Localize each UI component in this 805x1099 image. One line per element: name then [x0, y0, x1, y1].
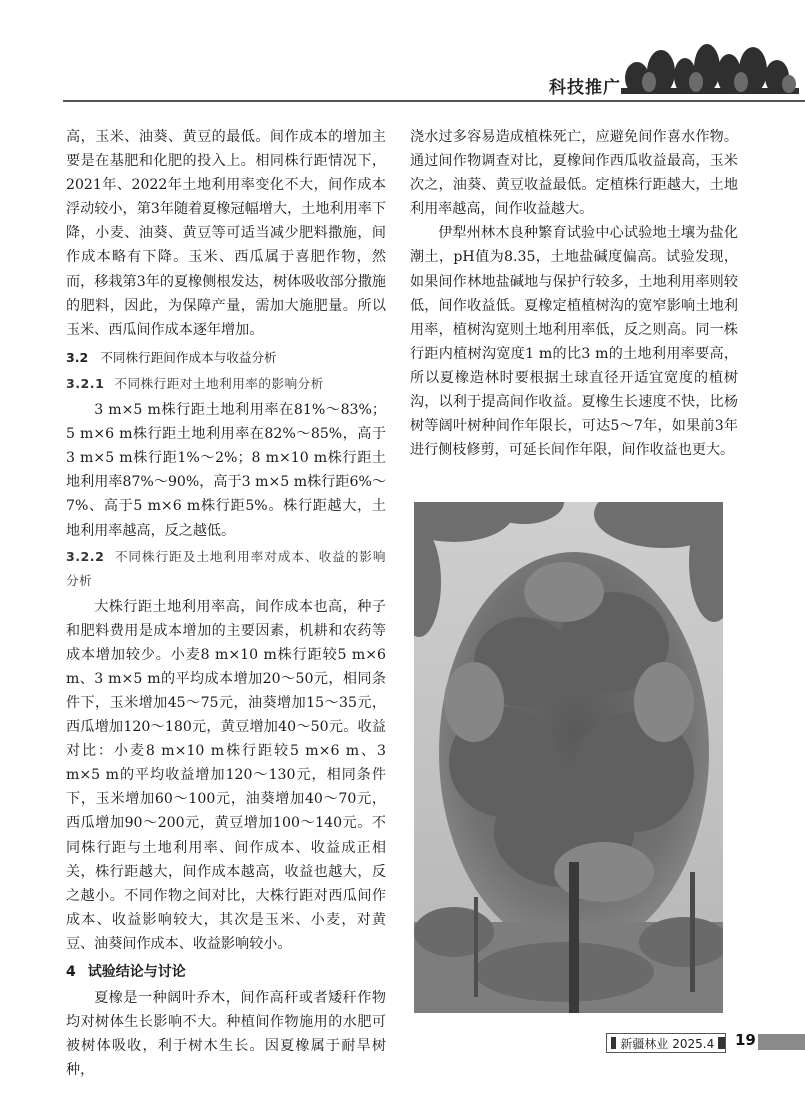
header-rule — [63, 100, 805, 102]
heading-number: 4 — [66, 964, 76, 980]
tree-silhouette-icon — [621, 44, 799, 100]
left-column — [66, 125, 386, 1082]
paragraph: 3 m×5 m株行距土地利用率在81%～83%；5 m×6 m株行距土地利用率在82%～85%，高于3 m×5 m株行距1%～2%；8 m×10 m株行距土地利用率87%～90%，高于3 m×5 m株行距6%～7%、高于5 m×6 m株行距5%。株行距越大，土地利用率越高，反之越低。 — [66, 402, 386, 539]
paragraph: 浇水过多容易造成植株死亡，应避免间作喜水作物。通过间作物调查对比，夏橡间作西瓜收益最高，玉米次之，油葵、黄豆收益最低。定植株行距越大，土地利用率越高，间作收益越大。 — [410, 129, 738, 218]
heading-title: 不同株行距间作成本与收益分析 — [100, 349, 277, 365]
heading-number: 3.2.1 — [66, 375, 105, 391]
paragraph: 夏橡是一种阔叶乔木，间作高秆或者矮秆作物均对树体生长影响不大。种植间作物施用的水肥可被树体吸收，利于树木生长。因夏橡属于耐旱树种， — [66, 990, 386, 1079]
footer-bar — [758, 1034, 805, 1050]
heading-number: 3.2 — [66, 349, 89, 365]
paragraph: 伊犁州林木良种繁育试验中心试验地土壤为盐化潮土，pH值为8.35，土地盐碱度偏高。试验发现，如果间作林地盐碱地与保护行较多，土地利用率则较低，间作收益低。夏橡定植植树沟的宽窄影响土地利用率，植树沟宽则土地利用率低，反之则高。同一株行距内植树沟宽度1 m的比3 m的土地利用率要高，所以夏橡造林时要根据土球直径开适宜宽度的植树沟，以利于提高间作收益。夏橡生长速度不快，比杨树等阔叶树种间作年限长，可达5～7年，如果前3年进行侧枝修剪，可延长间作年限，间作收益也更大。 — [410, 225, 738, 459]
heading-number: 3.2.2 — [66, 548, 105, 564]
paragraph: 大株行距土地利用率高，间作成本也高，种子和肥料费用是成本增加的主要因素，机耕和农药等成本增加较少。小麦8 m×10 m株行距较5 m×6 m、3 m×5 m的平均成本增加20～50元，相同条件下，玉米增加45～75元，油葵增加15～35元，西瓜增加120～180元，黄豆增加40～50元。收益对比：小麦8 m×10 m株行距较5 m×6 m、3 m×5 m的平均收益增加120～130元，相同条件下，玉米增加60～100元，油葵增加40～70元，西瓜增加90～200元，黄豆增加100～140元。不同株行距与土地利用率、间作成本、收益成正相关，株行距越大，间作成本越高，收益也越大，反之越小。不同作物之间对比，大株行距对西瓜间作成本、收益影响较大，其次是玉米、小麦，对黄豆、油葵间作成本、收益影响较小。 — [66, 598, 386, 952]
heading-title: 不同株行距及土地利用率对成本、收益的影响分析 — [66, 548, 386, 588]
footer-square-icon — [611, 1037, 616, 1049]
page-number: 19 — [735, 1031, 756, 1049]
heading-title: 不同株行距对土地利用率的影响分析 — [114, 375, 324, 391]
journal-footer — [606, 1033, 726, 1053]
paragraph: 高，玉米、油葵、黄豆的最低。间作成本的增加主要是在基肥和化肥的投入上。相同株行距情况下，2021年、2022年土地利用率变化不大，间作成本浮动较小，第3年随着夏橡冠幅增大，土地利用率下降，小麦、油葵、黄豆等可适当减少肥料撒施，间作成本略有下降。玉米、西瓜属于喜肥作物，然而，移栽第3年的夏橡侧根发达，树体吸收部分撒施的肥料，因此，为保障产量，需加大施肥量。所以玉米、西瓜间作成本逐年增加。 — [66, 129, 386, 338]
section-label: 科技推广 — [549, 78, 621, 98]
footer-square-icon — [718, 1037, 725, 1049]
tree-photo — [414, 502, 723, 1013]
right-column — [410, 125, 738, 462]
section-heading-3-2-2 — [66, 545, 386, 593]
section-heading-4 — [66, 960, 386, 984]
journal-name: 新疆林业 2025.4 — [620, 1036, 715, 1051]
section-heading-3-2 — [66, 346, 386, 370]
section-heading-3-2-1 — [66, 372, 386, 396]
tree-photo-image — [414, 502, 723, 1013]
heading-title: 试验结论与讨论 — [87, 964, 186, 980]
